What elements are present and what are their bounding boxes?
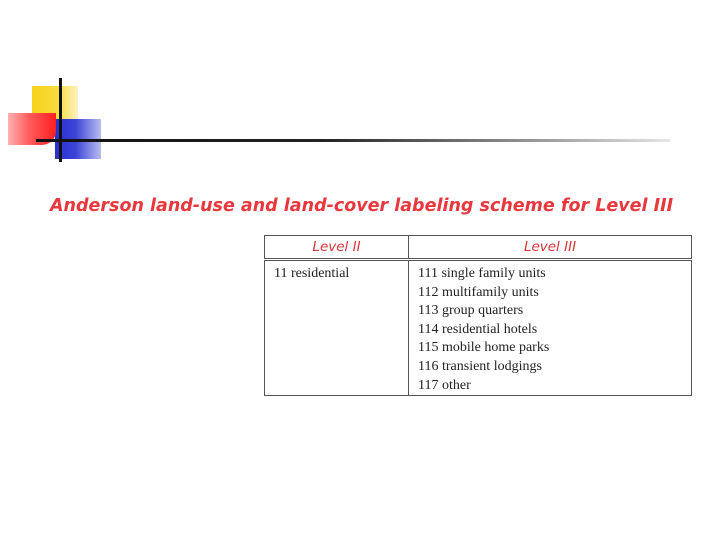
level-iii-item: 112 multifamily units xyxy=(418,284,539,300)
level-iii-cell xyxy=(409,260,692,396)
level-iii-item: 113 group quarters xyxy=(418,303,524,319)
table-header-row xyxy=(265,236,692,260)
level-iii-item: 114 residential hotels xyxy=(418,321,538,337)
table-row xyxy=(265,260,692,396)
level-iii-item: 111 single family units xyxy=(418,266,546,281)
slide-title: Anderson land-use and land-cover labeling scheme for Level III xyxy=(50,196,674,216)
header-level-iii: Level III xyxy=(409,236,692,260)
vertical-rule xyxy=(59,78,62,162)
level-ii-cell: 11 residential xyxy=(265,260,409,396)
level-iii-item: 116 transient lodgings xyxy=(418,358,542,374)
level-iii-item: 117 other xyxy=(418,377,471,393)
header-level-ii: Level II xyxy=(265,236,409,260)
horizontal-rule xyxy=(36,139,670,142)
level-iii-item: 115 mobile home parks xyxy=(418,340,550,356)
slide-logo-decoration xyxy=(0,0,720,170)
labeling-scheme-table xyxy=(264,235,692,396)
